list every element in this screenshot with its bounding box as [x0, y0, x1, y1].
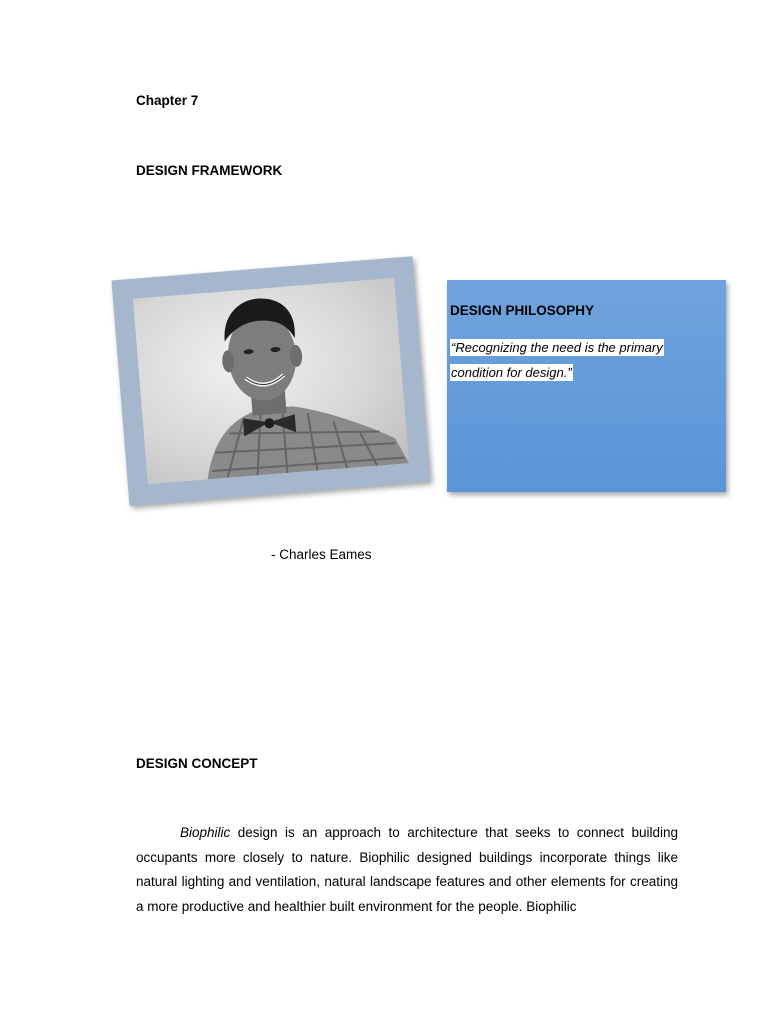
portrait-photo-icon — [133, 278, 409, 484]
philosophy-title: DESIGN PHILOSOPHY — [450, 303, 595, 318]
concept-title: DESIGN CONCEPT — [136, 756, 258, 771]
design-philosophy-box — [447, 280, 726, 492]
paragraph-italic-lead: Biophilic — [180, 825, 231, 840]
photo-frame — [111, 256, 430, 505]
quote-attribution: - Charles Eames — [271, 547, 372, 562]
portrait-photo — [133, 278, 409, 484]
chapter-label: Chapter 7 — [136, 93, 199, 108]
quote-line-1: “Recognizing the need is the primary — [451, 340, 663, 355]
concept-paragraph — [136, 821, 678, 920]
paragraph-body: design is an approach to architecture that seeks to connect building occupants more closely to nature. Biophilic designed buildings incorporate things like natural lighting and ventilation, natural landscape features and other elements for creating a more productive and healthier built environment for the people. Biophilic — [136, 825, 678, 915]
philosophy-quote — [450, 335, 700, 385]
section-title: DESIGN FRAMEWORK — [136, 163, 283, 178]
quote-line-2: condition for design.” — [451, 365, 572, 380]
